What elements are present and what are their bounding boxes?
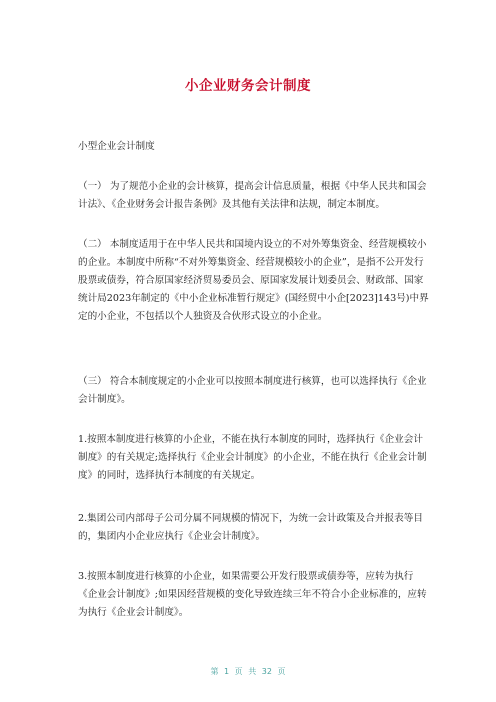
paragraph-3: （三） 符合本制度规定的小企业可以按照本制度进行核算，也可以选择执行《企业会计制度》。: [78, 376, 427, 405]
paragraph-5: 2.集团公司内部母子公司分属不同规模的情况下，为统一会计政策及合并报表等目的，集团内小企业应执行《企业会计制度》。: [78, 513, 423, 542]
paragraph-6: 3.按照本制度进行核算的小企业，如果需要公开发行股票或债券等，应转为执行《企业会计制度》;如果因经营规模的变化导致连续三年不符合小企业标准的，应转为执行《企业会计制度》。: [78, 571, 427, 618]
paragraph-2: （二） 本制度适用于在中华人民共和国境内设立的不对外筹集资金、经营规模较小的企业。本制度中所称“不对外筹集资金、经营规模较小的企业”，是指不公开发行股票或债券，符合原国家经济贸易委员会、原国家发展计划委员会、财政部、国家统计局2023年制定的《中小企业标准暂行规定》(国经贸中小企[2023]143号)中界定的小企业，不包括以个人独资及合伙形式设立的小企业。: [78, 239, 429, 322]
paragraph-4: 1.按照本制度进行核算的小企业，不能在执行本制度的同时，选择执行《企业会计制度》的有关规定;选择执行《企业会计制度》的小企业，不能在执行《企业会计制度》的同时，选择执行本制度的有关规定。: [78, 434, 427, 481]
page-number-footer: 第 1 页 共 32 页: [210, 667, 286, 676]
paragraph-1: （一） 为了规范小企业的会计核算，提高会计信息质量，根据《中华人民共和国会计法》、《企业财务会计报告条例》及其他有关法律和法规，制定本制度。: [78, 181, 427, 210]
section-heading: 小型企业会计制度: [78, 141, 155, 152]
document-title: 小企业财务会计制度: [185, 78, 311, 94]
